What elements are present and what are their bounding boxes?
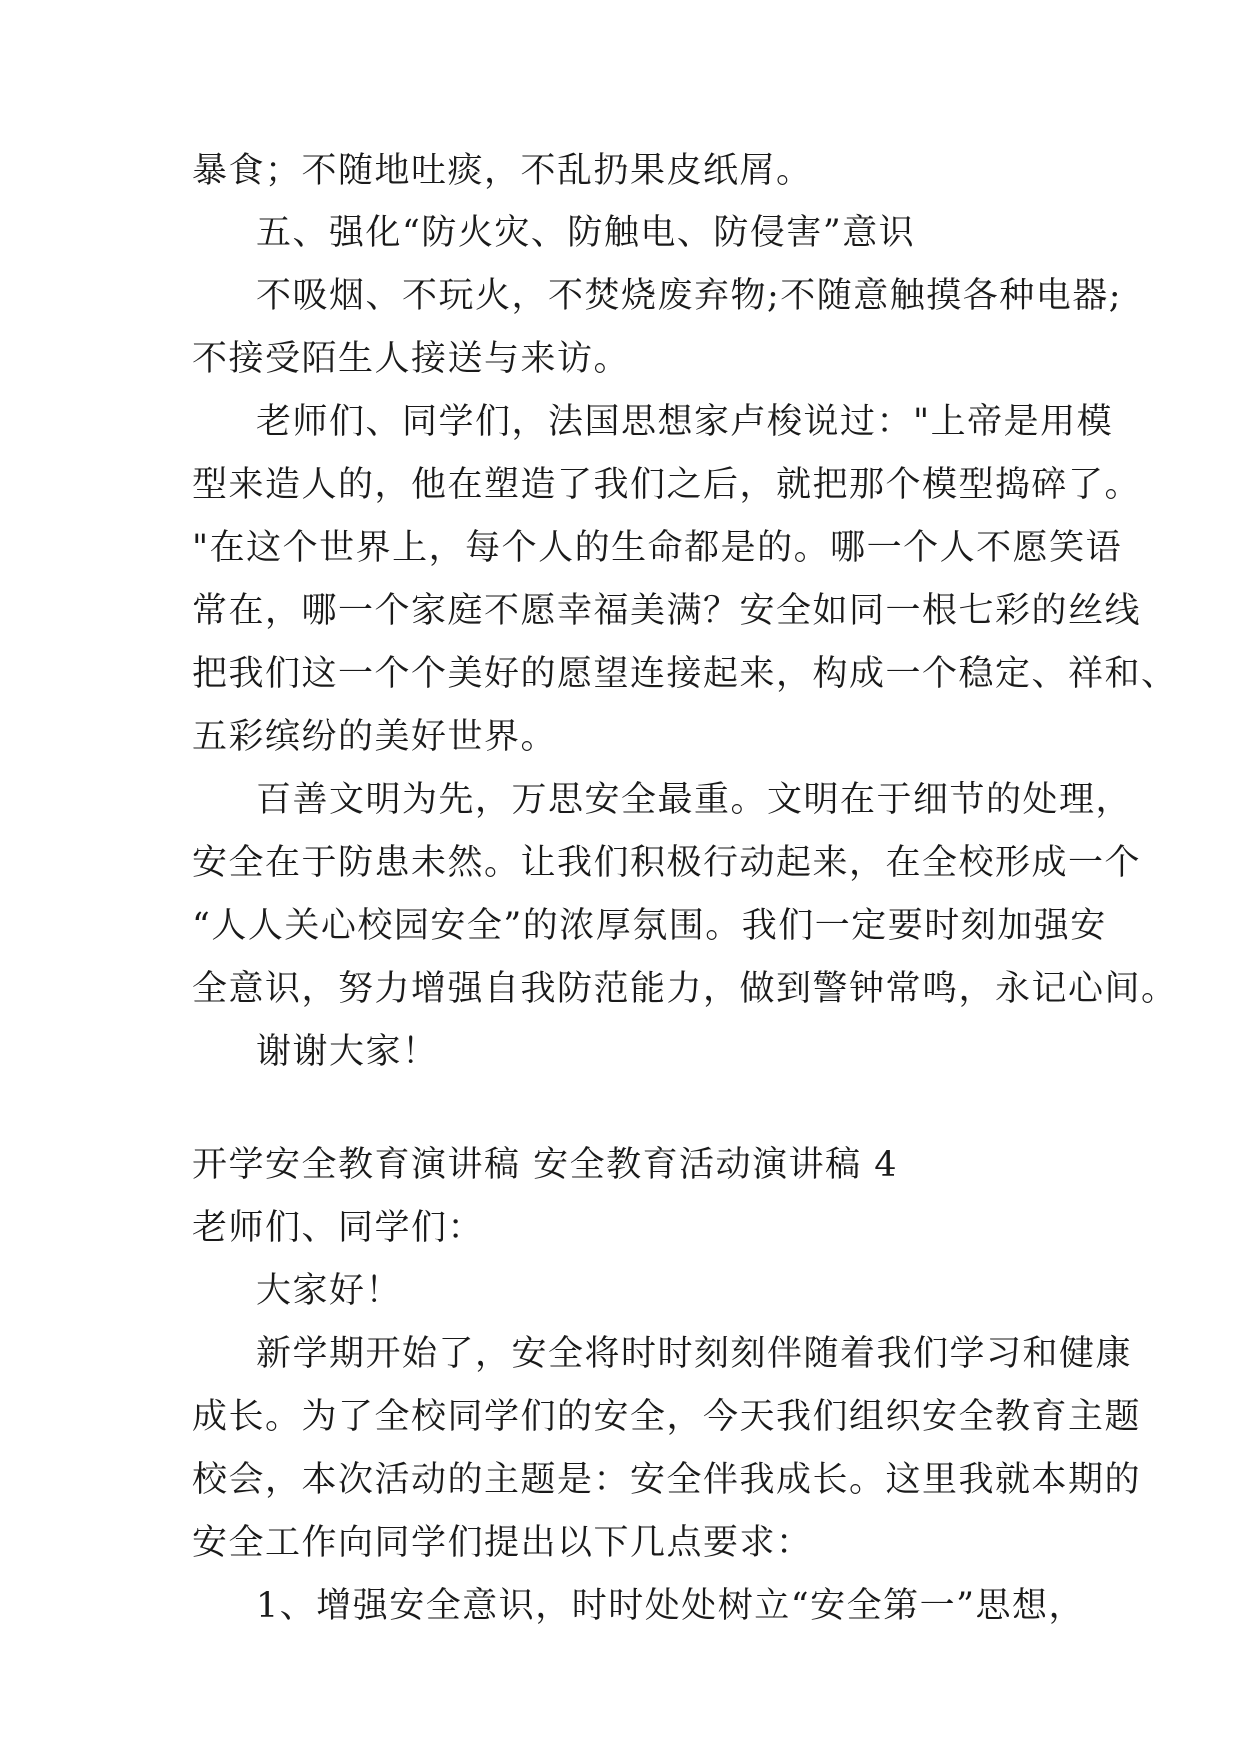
salutation: 老师们、同学们： xyxy=(192,1208,485,1248)
text-line: 暴食；不随地吐痰，不乱扔果皮纸屑。 xyxy=(192,151,813,191)
text-line: 成长。为了全校同学们的安全，今天我们组织安全教育主题 xyxy=(192,1397,1142,1437)
text-line: 全意识，努力增强自我防范能力，做到警钟常鸣，永记心间。 xyxy=(192,969,1178,1009)
text-line: "在这个世界上，每个人的生命都是的。哪一个人不愿笑语 xyxy=(192,528,1123,568)
text-line: 老师们、同学们，法国思想家卢梭说过："上帝是用模 xyxy=(256,402,1114,442)
text-line: 五彩缤纷的美好世界。 xyxy=(192,717,558,757)
text-line: 常在，哪一个家庭不愿幸福美满？安全如同一根七彩的丝线 xyxy=(192,591,1142,631)
text-line: 不接受陌生人接送与来访。 xyxy=(192,339,631,379)
greeting: 大家好！ xyxy=(256,1271,403,1311)
text-line: 谢谢大家！ xyxy=(256,1032,439,1072)
text-line: 型来造人的，他在塑造了我们之后，就把那个模型捣碎了。 xyxy=(192,465,1142,505)
text-line: 不吸烟、不玩火，不焚烧废弃物;不随意触摸各种电器; xyxy=(256,276,1123,316)
document-title: 开学安全教育演讲稿 安全教育活动演讲稿 4 xyxy=(192,1145,899,1185)
text-line: 安全工作向同学们提出以下几点要求： xyxy=(192,1523,813,1563)
text-line: 把我们这一个个美好的愿望连接起来，构成一个稳定、祥和、 xyxy=(192,654,1178,694)
text-line: 1、增强安全意识，时时处处树立“安全第一”思想， xyxy=(256,1586,1086,1626)
section-heading: 五、强化“防火灾、防触电、防侵害”意识 xyxy=(256,213,916,253)
text-line: 安全在于防患未然。让我们积极行动起来，在全校形成一个 xyxy=(192,843,1142,883)
text-line: 新学期开始了，安全将时时刻刻伴随着我们学习和健康 xyxy=(256,1334,1133,1374)
text-line: 校会，本次活动的主题是：安全伴我成长。这里我就本期的 xyxy=(192,1460,1142,1500)
text-line: “人人关心校园安全”的浓厚氛围。我们一定要时刻加强安 xyxy=(192,906,1107,946)
text-line: 百善文明为先，万思安全最重。文明在于细节的处理， xyxy=(256,780,1133,820)
